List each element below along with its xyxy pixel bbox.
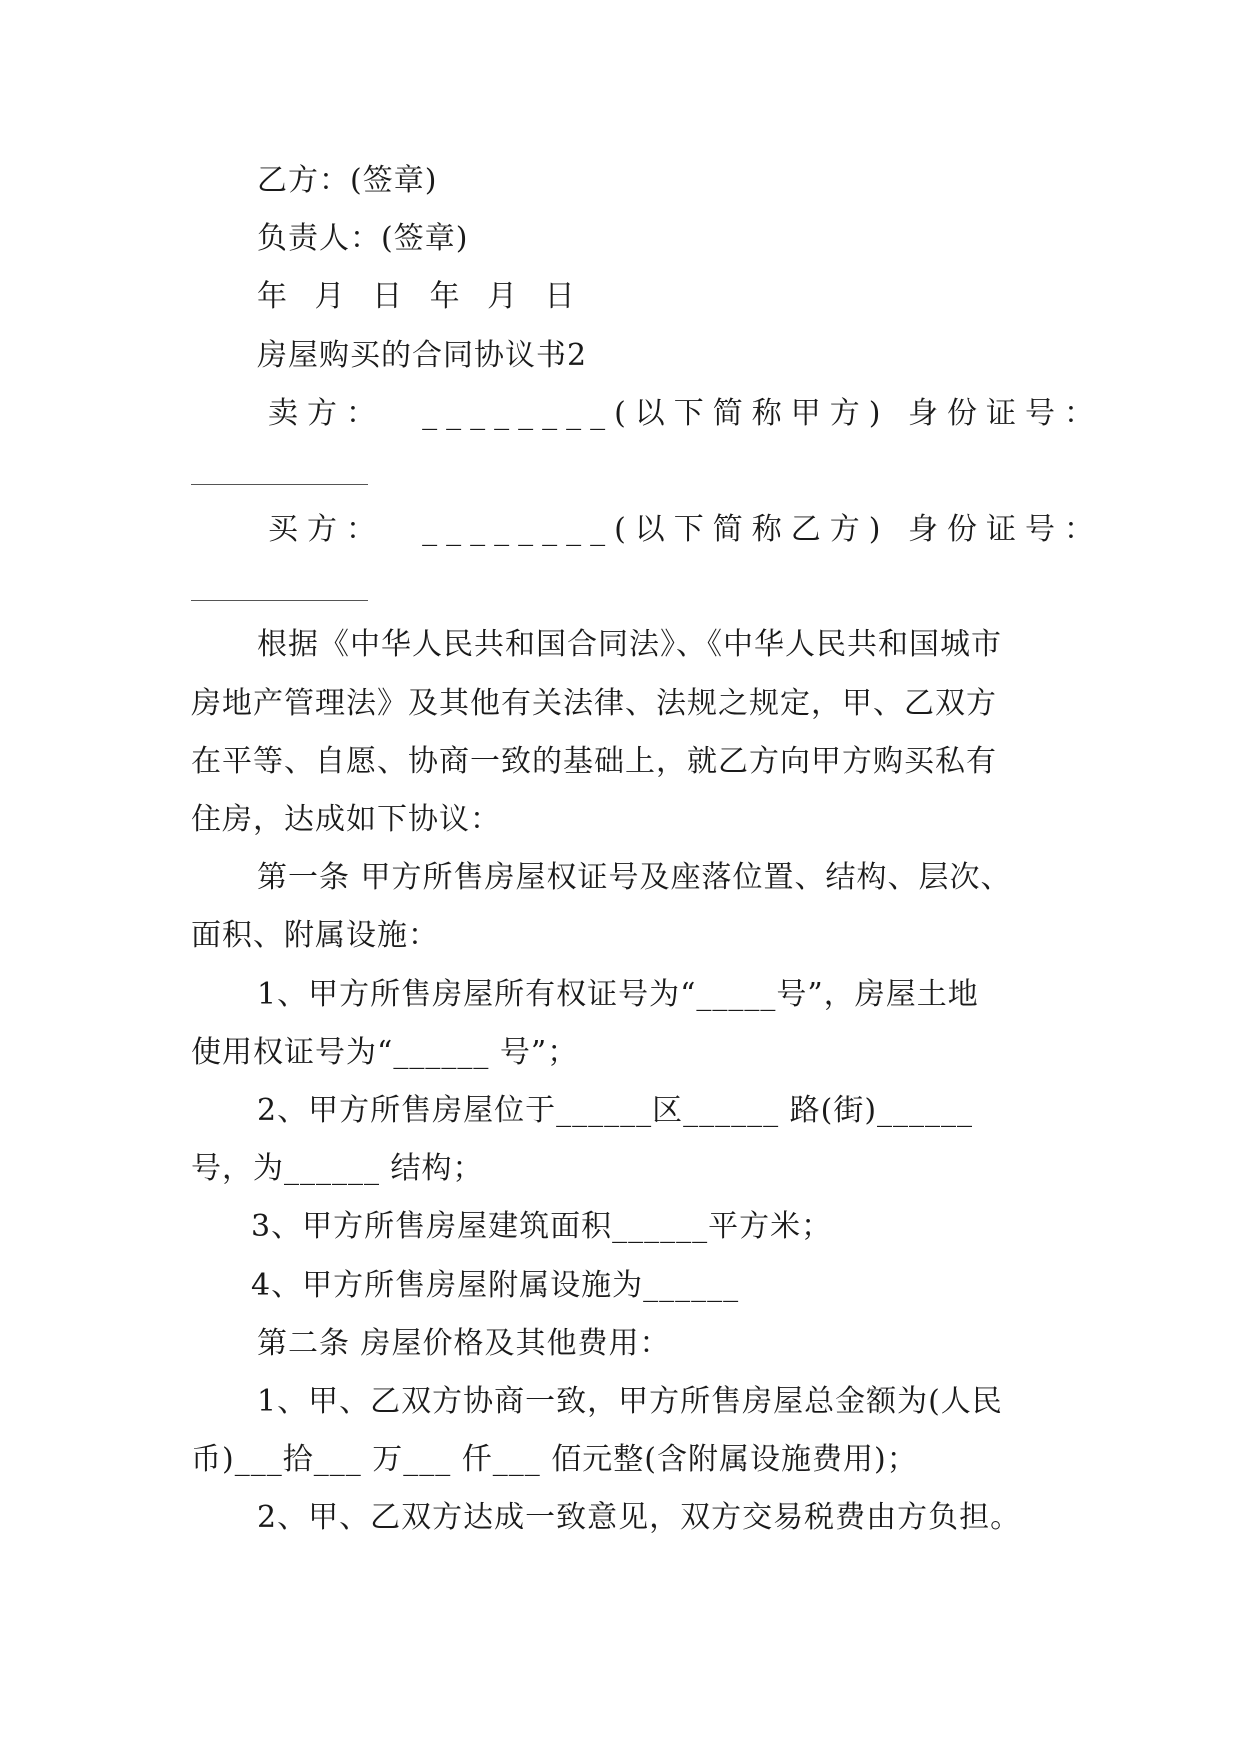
clause-2-1-cont: 币)___拾___ 万___ 仟___ 佰元整(含附属设施费用)； bbox=[191, 1442, 918, 1477]
article-one-heading-cont: 面积、附属设施： bbox=[191, 918, 439, 953]
buyer-id-blank bbox=[191, 600, 368, 601]
date-line: 年 月 日 年 月 日 bbox=[257, 279, 584, 314]
party-b-signature-line: 乙方：(签章) bbox=[257, 163, 438, 198]
paragraph-basis-line-2: 房地产管理法》及其他有关法律、法规之规定，甲、乙双方 bbox=[191, 686, 997, 721]
clause-2-2: 2、甲、乙双方达成一致意见，双方交易税费由方负担。 bbox=[257, 1500, 1022, 1535]
paragraph-basis-line-4: 住房，达成如下协议： bbox=[191, 802, 501, 837]
clause-1-2-cont: 号，为______ 结构； bbox=[191, 1151, 484, 1186]
clause-1-3: 3、甲方所售房屋建筑面积______平方米； bbox=[251, 1209, 833, 1244]
clause-1-4: 4、甲方所售房屋附属设施为______ bbox=[251, 1268, 740, 1303]
responsible-person-signature-line: 负责人：(签章) bbox=[257, 221, 469, 256]
article-one-heading: 第一条 甲方所售房屋权证号及座落位置、结构、层次、 bbox=[257, 860, 1012, 895]
clause-1-1-cont: 使用权证号为“______ 号”； bbox=[191, 1035, 579, 1070]
paragraph-basis-line-1: 根据《中华人民共和国合同法》、《中华人民共和国城市 bbox=[257, 627, 1002, 662]
seller-line: 卖方： ________(以下简称甲方) 身份证号： bbox=[268, 396, 1104, 431]
clause-1-1: 1、甲方所售房屋所有权证号为“_____号”，房屋土地 bbox=[257, 977, 979, 1012]
buyer-line: 买方： ________(以下简称乙方) 身份证号： bbox=[268, 512, 1104, 547]
contract-title: 房屋购买的合同协议书2 bbox=[257, 338, 588, 373]
clause-2-1: 1、甲、乙双方协商一致，甲方所售房屋总金额为(人民 bbox=[257, 1384, 1003, 1419]
clause-1-2: 2、甲方所售房屋位于______区______ 路(街)______ bbox=[257, 1093, 974, 1128]
paragraph-basis-line-3: 在平等、自愿、协商一致的基础上，就乙方向甲方购买私有 bbox=[191, 744, 997, 779]
article-two-heading: 第二条 房屋价格及其他费用： bbox=[257, 1326, 671, 1361]
seller-id-blank bbox=[191, 484, 368, 485]
